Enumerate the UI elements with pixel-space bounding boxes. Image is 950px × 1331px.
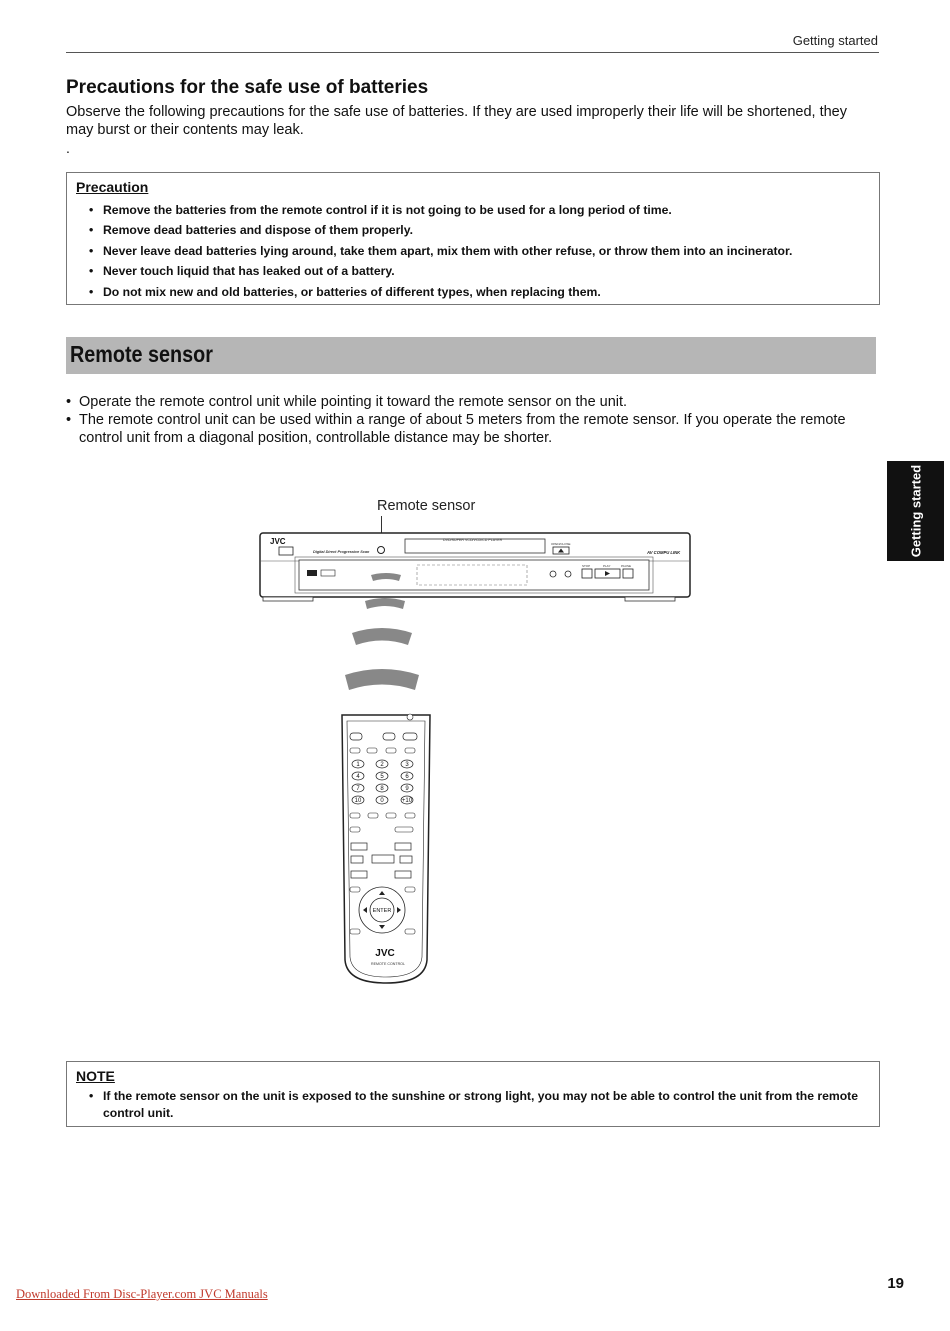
remote-caption: REMOTE CONTROL [371, 962, 405, 966]
precaution-item: • Do not mix new and old batteries, or batteries of different types, when replacing them. [89, 282, 792, 302]
intro-trailing-dot: . [66, 140, 70, 156]
player-brand: JVC [270, 537, 286, 546]
side-tab [887, 461, 944, 561]
download-link[interactable]: Downloaded From Disc-Player.com JVC Manuals [16, 1287, 268, 1301]
player-model: DVD/SUPER VCD/VCD/CD PLAYER [443, 538, 503, 542]
remote-sensor-callout: Remote sensor [377, 498, 476, 514]
player-compulink: AV COMPU LINK [647, 550, 681, 555]
remote-key-label: 8 [380, 786, 384, 792]
remote-key-label: 6 [405, 774, 409, 780]
remote-key-label: 5 [380, 774, 384, 780]
header-rule [66, 52, 879, 53]
note-item: • If the remote sensor on the unit is exposed to the sunshine or strong light, you may not be able to control the unit from the remote control unit. [89, 1088, 859, 1121]
batteries-section-title: Precautions for the safe use of batteries [66, 77, 429, 98]
remote-key-label: 1 [356, 762, 360, 768]
remote-sensor-band [66, 337, 876, 374]
player-stop-label: STOP [582, 564, 591, 568]
note-list [89, 1088, 859, 1121]
remote-key-label: +10 [401, 798, 413, 804]
remote-key-label: 10 [354, 798, 362, 804]
precaution-item: • Never touch liquid that has leaked out of a battery. [89, 261, 792, 281]
precaution-item: • Remove the batteries from the remote control if it is not going to be used for a long period of time. [89, 200, 792, 220]
running-header: Getting started [792, 33, 878, 48]
remote-sensor-illustration [255, 525, 695, 995]
player-pause-label: PAUSE [621, 564, 631, 568]
remote-key-label: 7 [356, 786, 360, 792]
player-slogan: Digital Direct Progressive Scan [313, 550, 370, 554]
precaution-item: • Remove dead batteries and dispose of them properly. [89, 220, 792, 240]
remote-key-label: 3 [405, 762, 409, 768]
remote-key-label: 9 [405, 786, 409, 792]
remote-enter-label: ENTER [372, 908, 392, 914]
remote-key-label: 4 [356, 774, 360, 780]
side-tab-label: Getting started [908, 464, 923, 558]
remote-sensor-bullet: • The remote control unit can be used within a range of about 5 meters from the remote sensor. If you operate the remote control unit from a diagonal position, controllable distance may be shorter. [66, 411, 856, 447]
remote-key-label: 2 [380, 762, 384, 768]
page-number: 19 [887, 1275, 904, 1292]
batteries-intro: Observe the following precautions for the safe use of batteries. If they are used improperly their life will be shortened, they may burst or their contents may leak. [66, 104, 847, 138]
remote-key-label: 0 [380, 798, 384, 804]
remote-brand: JVC [375, 948, 395, 959]
precaution-item: • Never leave dead batteries lying around, take them apart, mix them with other refuse, or throw them into an incinerator. [89, 241, 792, 261]
precaution-box [66, 172, 880, 305]
remote-sensor-bullets [66, 393, 856, 447]
precaution-title: Precaution [76, 179, 149, 195]
player-openclose-label: OPEN/CLOSE [551, 542, 571, 546]
note-box [66, 1061, 880, 1127]
precaution-list [89, 200, 792, 302]
player-play-label: PLAY [603, 564, 611, 568]
remote-sensor-title: Remote sensor [70, 341, 213, 367]
note-title: NOTE [76, 1068, 115, 1084]
remote-control [342, 714, 430, 983]
remote-sensor-bullet: • Operate the remote control unit while pointing it toward the remote sensor on the unit. [66, 393, 856, 411]
